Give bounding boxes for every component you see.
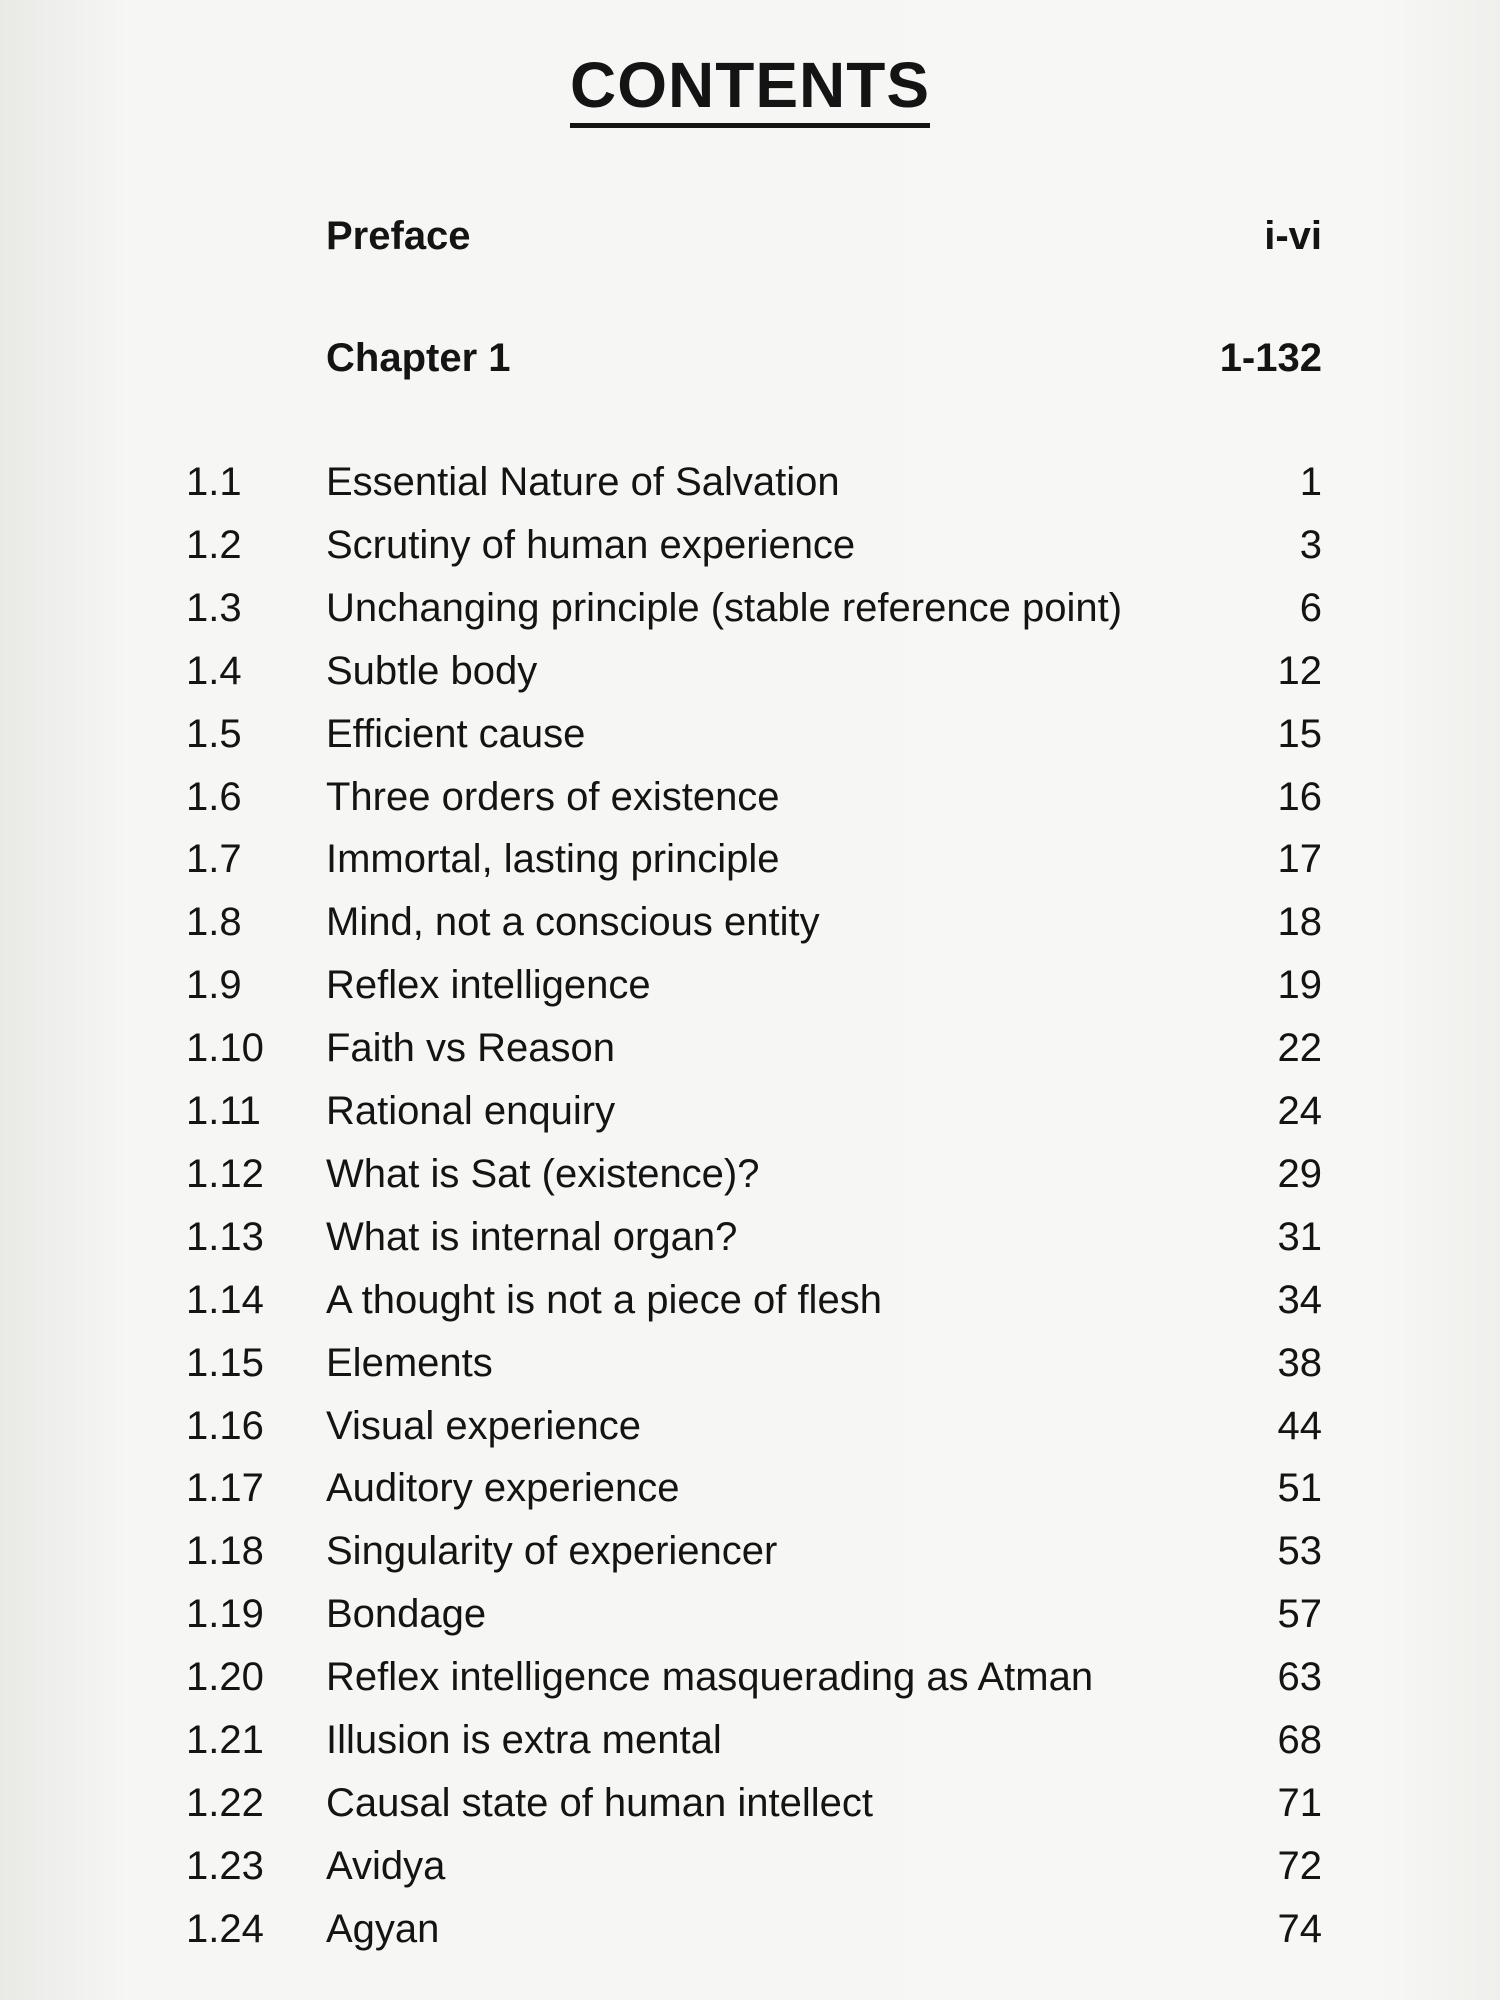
toc-entry-page: 57 — [1277, 1592, 1322, 1637]
toc-entry-title: Efficient cause — [326, 711, 586, 756]
toc-entry-page: 24 — [1277, 1089, 1322, 1133]
toc-entry-row — [0, 1584, 1500, 1644]
toc-entry-page: 71 — [1277, 1780, 1322, 1825]
toc-entry-number: 1.12 — [186, 1151, 264, 1196]
toc-entry-number: 1.19 — [186, 1592, 264, 1637]
toc-entry-row — [0, 704, 1500, 764]
toc-entry-page: 31 — [1277, 1214, 1322, 1259]
toc-entry-row — [0, 1333, 1500, 1393]
toc-entry-title: Three orders of existence — [326, 774, 780, 819]
toc-entry-row — [0, 1270, 1500, 1330]
toc-entry-title: Essential Nature of Salvation — [326, 460, 840, 504]
toc-entry-row — [0, 641, 1500, 701]
toc-entry-page: 6 — [1299, 585, 1322, 630]
toc-entry-title: What is internal organ? — [326, 1214, 738, 1259]
page-title-text: CONTENTS — [570, 49, 930, 128]
toc-entry-row — [0, 1899, 1500, 1959]
toc-entry-page: 74 — [1277, 1906, 1322, 1951]
toc-entry-row — [0, 955, 1500, 1015]
toc-entry-row — [0, 1144, 1500, 1204]
toc-entry-title: Scrutiny of human experience — [326, 522, 856, 567]
toc-entry-number: 1.18 — [186, 1529, 264, 1574]
toc-entry-title: Unchanging principle (stable reference point) — [326, 585, 1123, 630]
toc-entry-number: 1.24 — [186, 1906, 264, 1951]
toc-entry-page: 22 — [1277, 1026, 1322, 1071]
toc-entry-number: 1.11 — [186, 1089, 261, 1133]
toc-entry-number: 1.16 — [186, 1403, 264, 1448]
toc-entry-page: 29 — [1277, 1151, 1322, 1196]
toc-entry-title: Bondage — [326, 1592, 487, 1637]
toc-entry-page: 3 — [1299, 522, 1322, 567]
toc-entry-title: Rational enquiry — [326, 1089, 616, 1133]
toc-entry-row — [0, 578, 1500, 638]
toc-entry-page: 63 — [1277, 1655, 1322, 1700]
toc-entry-row — [0, 1458, 1500, 1518]
toc-chapter-pages: 1-132 — [1219, 336, 1322, 380]
toc-entry-row — [0, 1836, 1500, 1896]
toc-entry-page: 38 — [1277, 1340, 1322, 1385]
toc-entry-number: 1.8 — [186, 900, 242, 945]
toc-entry-row — [0, 1207, 1500, 1267]
toc-entry-number: 1.21 — [186, 1718, 264, 1762]
toc-entry-title: Mind, not a conscious entity — [326, 900, 820, 945]
toc-entry-row — [0, 1710, 1500, 1770]
toc-chapter-title: Chapter 1 — [326, 336, 511, 380]
toc-entry-title: Auditory experience — [326, 1466, 680, 1511]
toc-row-chapter — [0, 328, 1500, 388]
toc-entry-page: 53 — [1277, 1529, 1322, 1574]
toc-entry-row — [0, 767, 1500, 827]
toc-entry-title: Immortal, lasting principle — [326, 837, 780, 882]
toc-entry-page: 15 — [1277, 711, 1322, 756]
toc-entry-row — [0, 1018, 1500, 1078]
toc-entry-page: 17 — [1277, 837, 1322, 882]
toc-entry-number: 1.14 — [186, 1277, 264, 1322]
toc-entry-number: 1.23 — [186, 1843, 264, 1888]
toc-preface-pages: i-vi — [1264, 214, 1322, 258]
toc-entry-number: 1.1 — [186, 460, 242, 504]
toc-entry-title: A thought is not a piece of flesh — [326, 1277, 882, 1322]
toc-entry-title: Reflex intelligence — [326, 963, 651, 1008]
toc-entry-number: 1.17 — [186, 1466, 264, 1511]
toc-entry-page: 18 — [1277, 900, 1322, 945]
toc-entry-row — [0, 829, 1500, 889]
toc-entry-number: 1.5 — [186, 711, 242, 756]
toc-entry-title: Subtle body — [326, 648, 538, 693]
toc-entry-row — [0, 1396, 1500, 1456]
toc-entry-page: 72 — [1277, 1843, 1322, 1888]
toc-entry-number: 1.20 — [186, 1655, 264, 1700]
toc-entry-number: 1.13 — [186, 1214, 264, 1259]
toc-entry-number: 1.15 — [186, 1340, 264, 1385]
toc-entry-number: 1.7 — [186, 837, 242, 882]
toc-entry-title: Reflex intelligence masquerading as Atman — [326, 1655, 1094, 1700]
toc-entry-title: Elements — [326, 1340, 493, 1385]
toc-entry-row — [0, 1521, 1500, 1581]
toc-entry-row — [0, 452, 1500, 512]
toc-entry-number: 1.10 — [186, 1026, 264, 1071]
toc-entry-page: 51 — [1277, 1466, 1322, 1511]
toc-entry-number: 1.3 — [186, 585, 242, 630]
toc-entry-page: 1 — [1299, 460, 1322, 504]
toc-row-preface — [0, 206, 1500, 266]
toc-entry-row — [0, 1647, 1500, 1707]
toc-entry-number: 1.4 — [186, 648, 242, 693]
toc-entry-title: Singularity of experiencer — [326, 1529, 778, 1574]
toc-entry-number: 1.22 — [186, 1780, 264, 1825]
toc-entry-page: 34 — [1277, 1277, 1322, 1322]
toc-preface-title: Preface — [326, 214, 471, 258]
toc-entry-row — [0, 1081, 1500, 1141]
page-title — [0, 48, 1500, 122]
toc-entry-title: Avidya — [326, 1843, 446, 1888]
toc-entry-page: 12 — [1277, 648, 1322, 693]
toc-entry-number: 1.6 — [186, 774, 242, 819]
toc-entry-page: 19 — [1277, 963, 1322, 1008]
toc-entry-page: 16 — [1277, 774, 1322, 819]
toc-entry-page: 68 — [1277, 1718, 1322, 1762]
toc-entry-number: 1.9 — [186, 963, 242, 1008]
toc-entry-title: Agyan — [326, 1906, 440, 1951]
toc-entry-title: Visual experience — [326, 1403, 642, 1448]
toc-entry-row — [0, 515, 1500, 575]
toc-entry-row — [0, 892, 1500, 952]
toc-entry-number: 1.2 — [186, 522, 242, 567]
toc-entry-page: 44 — [1277, 1403, 1322, 1448]
toc-entry-title: What is Sat (existence)? — [326, 1151, 760, 1196]
toc-entry-row — [0, 1773, 1500, 1833]
toc-entry-title: Illusion is extra mental — [326, 1718, 722, 1762]
toc-entry-title: Causal state of human intellect — [326, 1780, 873, 1825]
toc-entry-title: Faith vs Reason — [326, 1026, 616, 1071]
